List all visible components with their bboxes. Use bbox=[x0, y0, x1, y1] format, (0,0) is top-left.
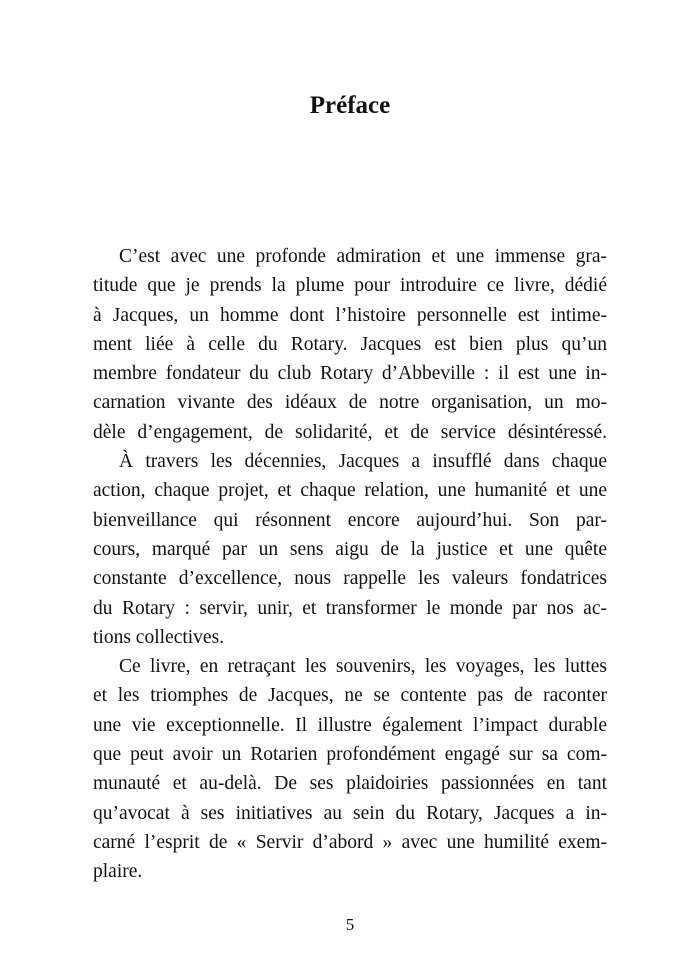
text-line: membre fondateur du club Rotary d’Abbeville : il est une in- bbox=[93, 363, 607, 385]
text-line: une vie exceptionnelle. Il illustre également l’impact durable bbox=[93, 714, 607, 736]
text-line: Ce livre, en retraçant les souvenirs, les voyages, les luttes bbox=[119, 656, 607, 678]
text-line: tions collectives. bbox=[93, 626, 225, 648]
text-line: À travers les décennies, Jacques a insufflé dans chaque bbox=[119, 451, 607, 473]
text-line: carné l’esprit de « Servir d’abord » avec une humilité exem- bbox=[93, 831, 607, 853]
text-line: action, chaque projet, et chaque relation, une humanité et une bbox=[93, 480, 607, 502]
paragraph-1 bbox=[93, 242, 607, 447]
text-line: constante d’excellence, nous rappelle les valeurs fondatrices bbox=[93, 568, 607, 590]
preface-body bbox=[93, 242, 607, 887]
text-line: bienveillance qui résonnent encore aujourd’hui. Son par- bbox=[93, 509, 607, 531]
text-line: munauté et au-delà. De ses plaidoiries passionnées en tant bbox=[93, 773, 607, 795]
text-line: carnation vivante des idéaux de notre organisation, un mo- bbox=[93, 392, 607, 414]
page-number: 5 bbox=[345, 915, 355, 934]
paragraph-3 bbox=[93, 652, 607, 886]
text-line: C’est avec une profonde admiration et une immense gra- bbox=[119, 246, 607, 267]
text-line: titude que je prends la plume pour introduire ce livre, dédié bbox=[93, 275, 607, 297]
text-line: ment liée à celle du Rotary. Jacques est bien plus qu’un bbox=[93, 333, 607, 355]
text-line: qu’avocat à ses initiatives au sein du Rotary, Jacques a in- bbox=[93, 802, 607, 824]
text-line: et les triomphes de Jacques, ne se contente pas de raconter bbox=[93, 685, 607, 707]
text-line: plaire. bbox=[93, 861, 143, 883]
text-line: que peut avoir un Rotarien profondément engagé sur sa com- bbox=[93, 744, 607, 766]
paragraph-2 bbox=[93, 447, 607, 652]
text-line: cours, marqué par un sens aigu de la justice et une quête bbox=[93, 538, 607, 560]
text-line: à Jacques, un homme dont l’histoire personnelle est intime- bbox=[93, 304, 607, 326]
page-title: Préface bbox=[309, 92, 391, 119]
text-line: dèle d’engagement, de solidarité, et de service désintéressé. bbox=[93, 421, 607, 443]
text-line: du Rotary : servir, unir, et transformer le monde par nos ac- bbox=[93, 597, 607, 619]
